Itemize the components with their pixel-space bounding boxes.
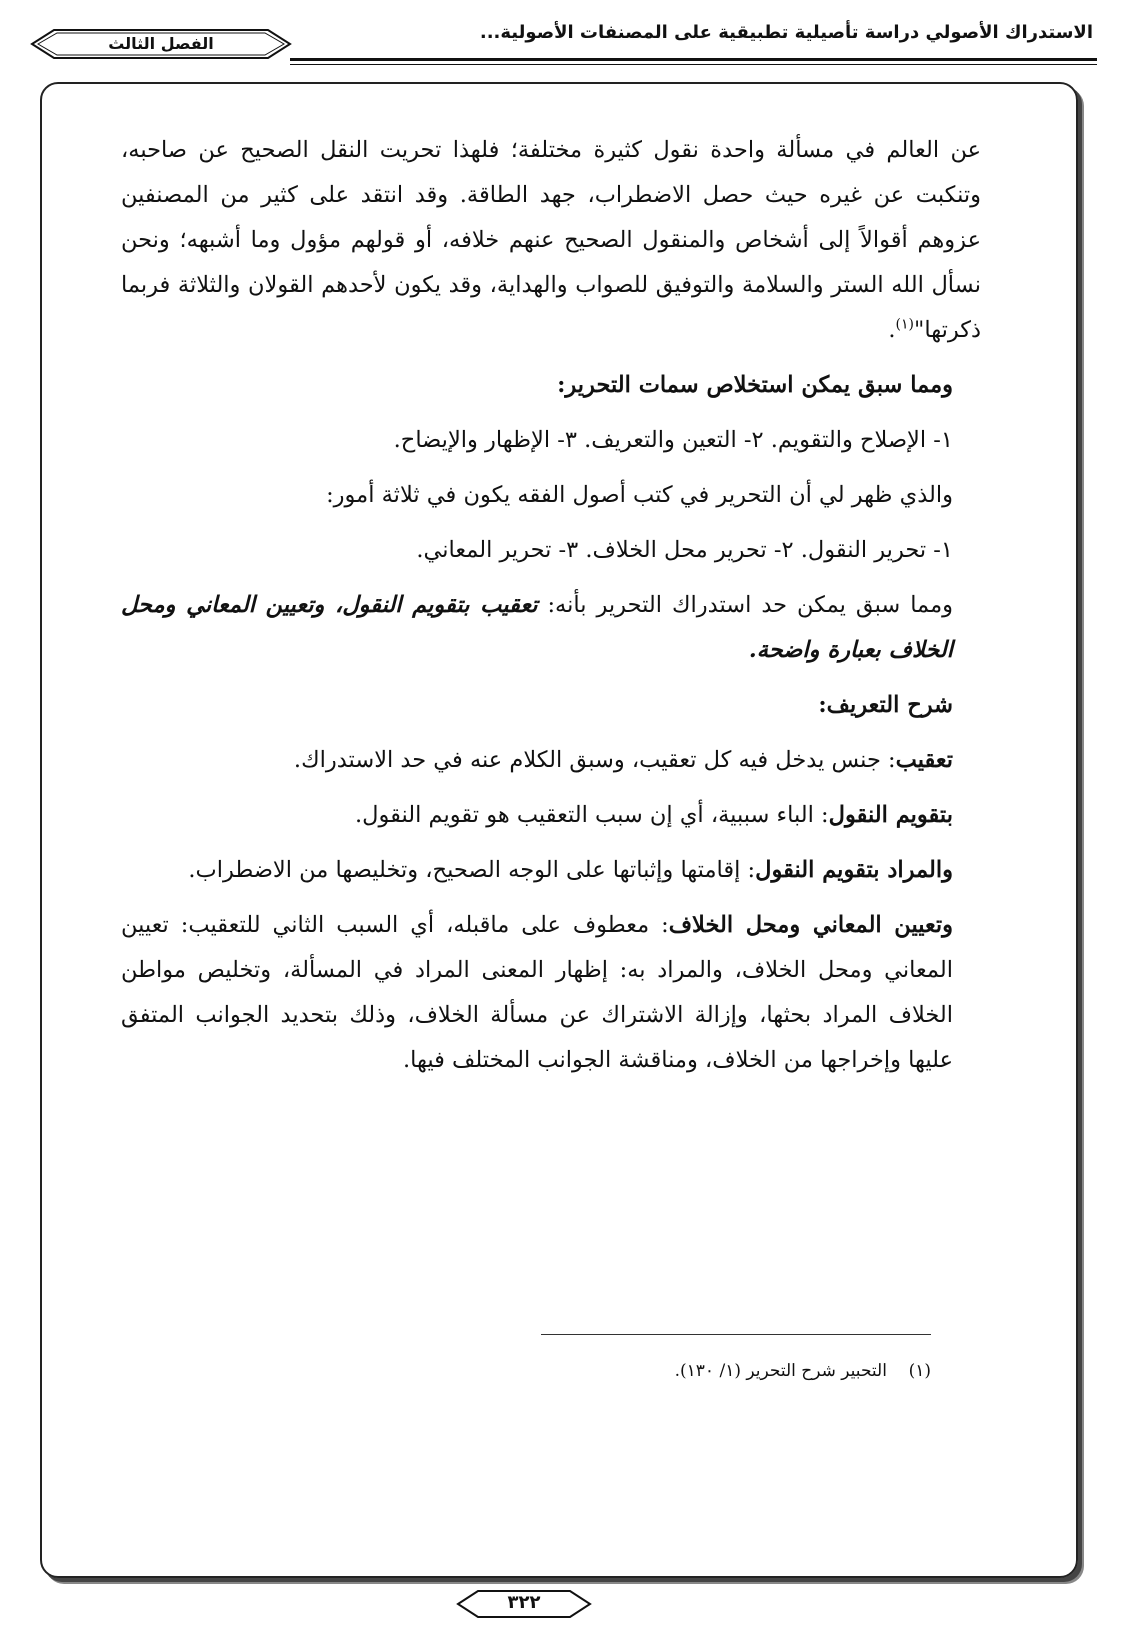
footnote-separator [541, 1334, 931, 1335]
running-header-title: الاستدراك الأصولي دراسة تأصيلية تطبيقية على المصنفات الأصولية... [479, 22, 1093, 43]
footnote [231, 1358, 931, 1384]
paragraph-definition: ومما سبق يمكن حد استدراك التحرير بأنه: تعقيب بتقويم النقول، وتعيين المعاني ومحل الخلاف بعبارة واضحة. [121, 592, 953, 663]
footnote-text: التحبير شرح التحرير (١/ ١٣٠). [674, 1361, 887, 1381]
page-number: ٣٢٢ [507, 1592, 541, 1613]
page-number-badge [456, 1586, 592, 1622]
section-heading-features: ومما سبق يمكن استخلاص سمات التحرير: [557, 372, 953, 398]
paragraph-term-tayin: وتعيين المعاني ومحل الخلاف: معطوف على ماقبله، أي السبب الثاني للتعقيب: تعيين المعاني ومحل الخلاف، والمراد به: إظهار المعنى المراد في المسألة، وتخليص مواطن الخلاف المراد بحثها، وإزالة الاشتراك عن مسألة الخلاف، وذلك بتحديد الجوانب المتفق عليها وإخراجها من الخلاف، ومناقشة الجوانب المختلف فيها. [121, 912, 954, 1073]
paragraph-term-taaqib: تعقيب: جنس يدخل فيه كل تعقيب، وسبق الكلام عنه في حد الاستدراك. [293, 747, 953, 773]
paragraph-matters: والذي ظهر لي أن التحرير في كتب أصول الفقه يكون في ثلاثة أمور: [326, 482, 953, 508]
features-list: ١- الإصلاح والتقويم. ٢- التعين والتعريف. ٣- الإظهار والإيضاح. [393, 427, 953, 453]
matters-list: ١- تحرير النقول. ٢- تحرير محل الخلاف. ٣- تحرير المعاني. [416, 537, 953, 563]
chapter-tab [30, 26, 292, 62]
header-rule-thick [290, 58, 1097, 61]
header-rule-thin [290, 64, 1097, 65]
section-heading-explanation: شرح التعريف: [818, 692, 953, 718]
paragraph-term-murad: والمراد بتقويم النقول: إقامتها وإثباتها على الوجه الصحيح، وتخليصها من الاضطراب. [188, 857, 953, 883]
paragraph-term-taqwim: بتقويم النقول: الباء سببية، أي إن سبب التعقيب هو تقويم النقول. [354, 802, 953, 828]
footnote-ref: (١) [895, 316, 915, 333]
definition-text: تعقيب بتقويم النقول، وتعيين المعاني ومحل الخلاف بعبارة واضحة. [121, 592, 953, 663]
footnote-number: (١) [908, 1361, 931, 1381]
chapter-label: الفصل الثالث [108, 34, 214, 53]
main-text [121, 128, 981, 1083]
paragraph-quote: عن العالم في مسألة واحدة نقول كثيرة مختلفة؛ فلهذا تحريت النقل الصحيح عن صاحبه، وتنكبت عن غيره حيث حصل الاضطراب، جهد الطاقة. وقد انتقد على كثير من المصنفين عزوهم أقوالاً إلى أشخاص والمنقول الصحيح عنهم خلافه، أو قولهم مؤول وما أشبهه؛ ونحن نسأل الله الستر والسلامة والتوفيق للصواب والهداية، وقد يكون لأحدهم القولان والثلاثة فربما ذكرتها"$^{(١)}$. [121, 137, 981, 343]
